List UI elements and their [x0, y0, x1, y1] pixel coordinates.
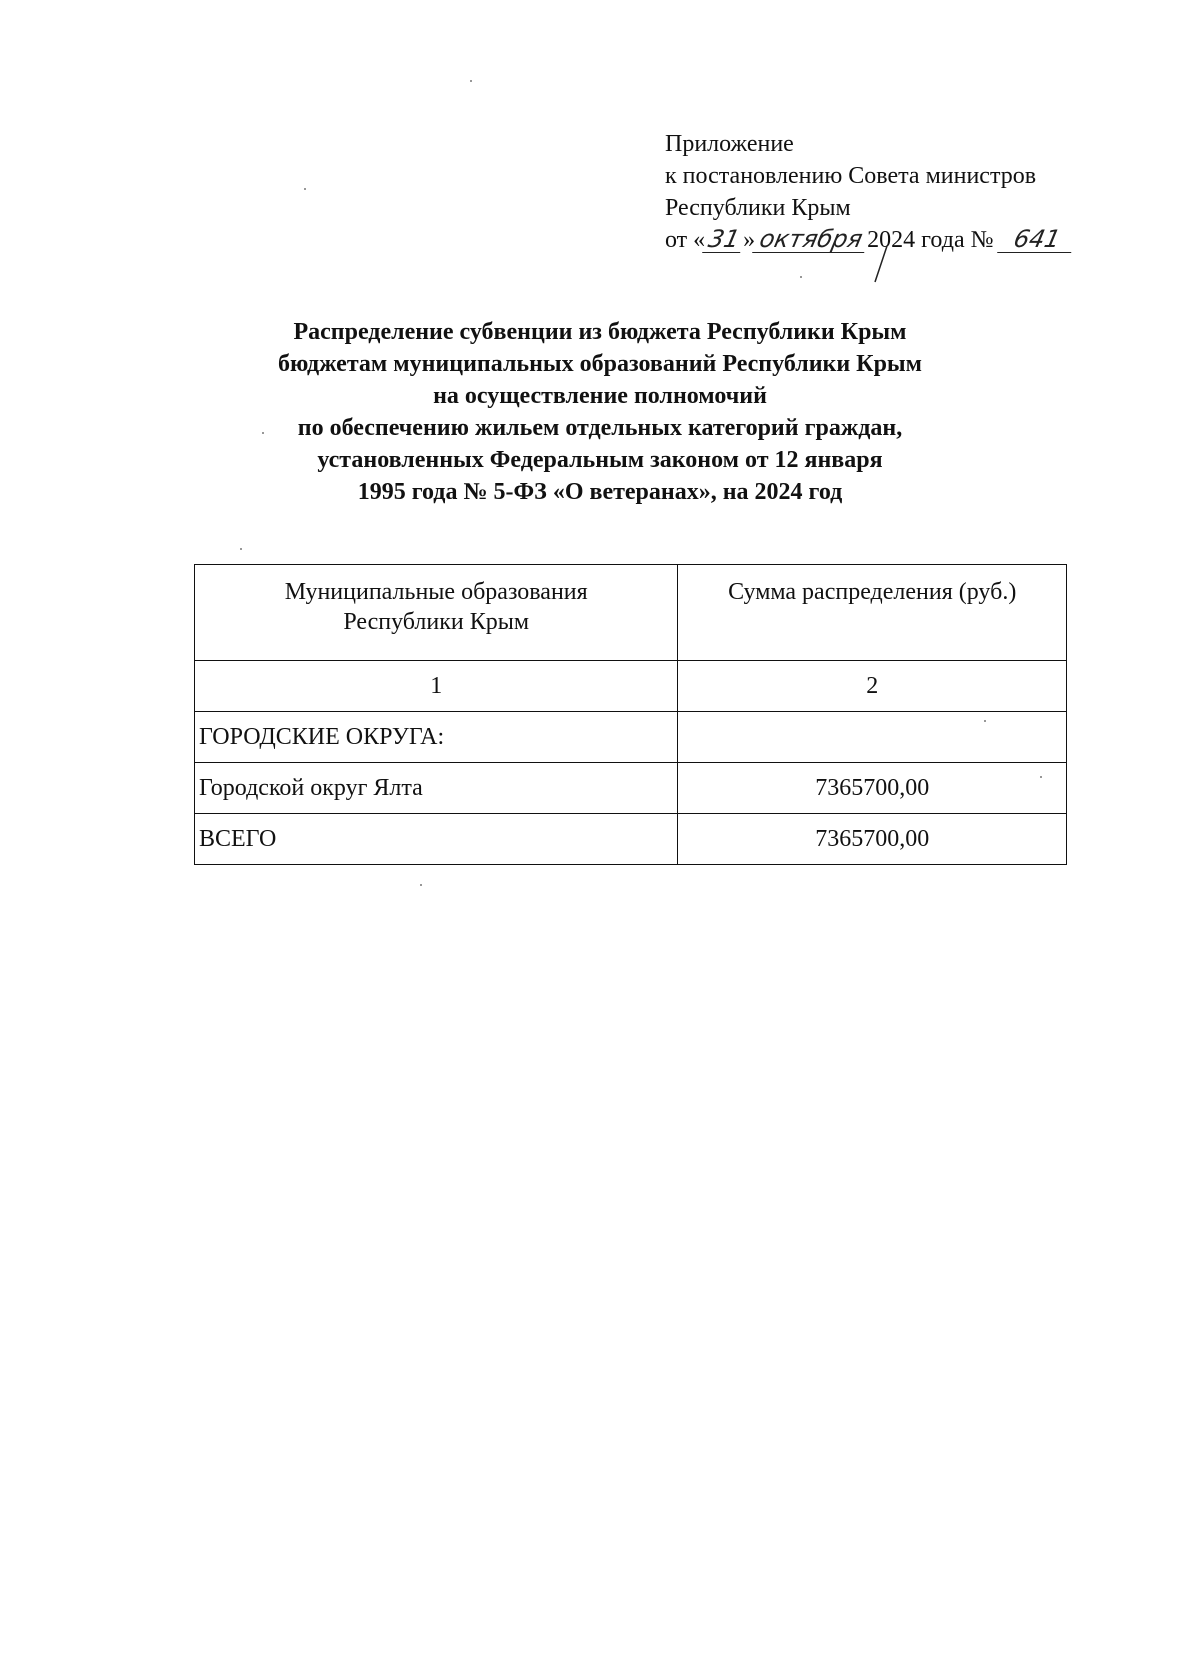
handwritten-month: октября — [752, 226, 870, 253]
scan-speck — [984, 720, 986, 722]
title-line-2: бюджетам муниципальных образований Республики Крым — [277, 351, 923, 377]
header-amount — [678, 565, 1067, 661]
scan-speck — [420, 884, 422, 886]
column-number-1: 1 — [195, 661, 678, 712]
row-name: Городской округ Ялта — [195, 763, 678, 814]
date-year-text: 2024 года № — [867, 227, 994, 253]
table-row-total — [195, 814, 1067, 865]
date-prefix: от « — [665, 227, 706, 253]
title-line-4: по обеспечению жильем отдельных категорий граждан, — [297, 415, 903, 441]
title-line-5: установленных Федеральным законом от 12 января — [317, 447, 883, 473]
document-title — [200, 316, 1000, 508]
scan-speck — [470, 80, 472, 82]
title-line-1: Распределение субвенции из бюджета Республики Крым — [293, 319, 907, 345]
distribution-table — [194, 564, 1067, 865]
appendix-decree-line: к постановлению Совета министров — [665, 163, 1037, 189]
row-amount: 7365700,00 — [678, 814, 1067, 865]
date-quote-close: » — [743, 227, 756, 253]
row-amount — [678, 712, 1067, 763]
scan-speck — [240, 548, 242, 550]
scan-speck — [800, 276, 802, 278]
handwritten-doc-number: 641 — [997, 226, 1077, 253]
handwritten-day: 31 — [702, 226, 746, 253]
title-line-3: на осуществление полномочий — [433, 383, 767, 409]
appendix-header — [665, 128, 1135, 256]
header-municipality — [195, 565, 678, 661]
scan-speck — [262, 432, 264, 434]
appendix-republic-line: Республики Крым — [665, 195, 851, 221]
signature-stroke-icon — [847, 244, 907, 284]
column-number-2: 2 — [678, 661, 1067, 712]
appendix-title: Приложение — [665, 131, 794, 157]
table-header-row — [195, 565, 1067, 661]
appendix-date-line — [665, 224, 1135, 256]
header-municipality-line-1: Муниципальные образования — [284, 579, 588, 605]
header-municipality-line-2: Республики Крым — [343, 609, 530, 635]
scan-speck — [304, 188, 306, 190]
scan-speck — [1040, 776, 1042, 778]
table-row — [195, 712, 1067, 763]
row-name: ГОРОДСКИЕ ОКРУГА: — [195, 712, 678, 763]
table-row — [195, 763, 1067, 814]
header-amount-line-1: Сумма распределения (руб.) — [728, 579, 1017, 605]
title-line-6: 1995 года № 5-ФЗ «О ветеранах», на 2024 год — [357, 479, 843, 505]
row-name: ВСЕГО — [195, 814, 678, 865]
column-number-row — [195, 661, 1067, 712]
row-amount: 7365700,00 — [678, 763, 1067, 814]
